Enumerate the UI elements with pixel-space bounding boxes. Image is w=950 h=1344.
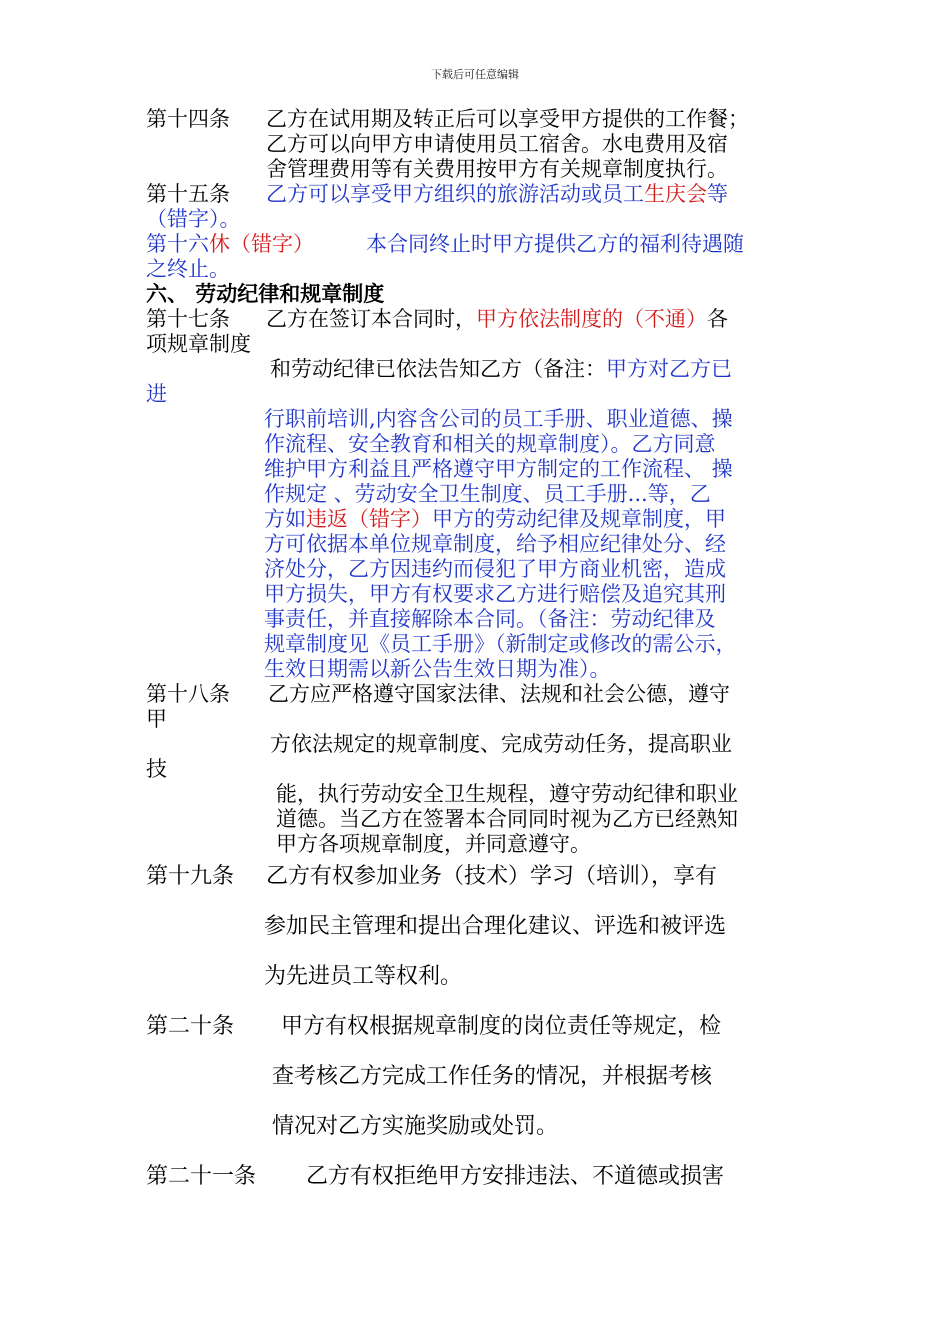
article-17-text-1c: 各 <box>707 307 728 331</box>
article-16-typo: 休（错字） <box>209 232 314 256</box>
article-17-typo: 违返（错字） <box>306 507 432 531</box>
article-14-label: 第十四条 <box>146 107 230 131</box>
article-18-label: 第十八条 <box>146 682 230 706</box>
article-16-line-2: 之终止。 <box>146 257 230 281</box>
article-17-line-8: 作规定 、劳动安全卫生制度、员工手册...等，乙 <box>264 482 711 506</box>
article-17-line-12: 甲方损失，甲方有权要求乙方进行赔偿及追究其刑 <box>264 582 726 606</box>
article-20-label: 第二十条 <box>146 1014 235 1039</box>
article-16-label <box>146 232 314 256</box>
article-15-text-end: 等 <box>707 182 728 206</box>
article-17-line-2: 项规章制度 <box>146 332 251 356</box>
article-17-line-10: 方可依据本单位规章制度，给予相应纪律处分、经 <box>264 532 726 556</box>
article-17-line-4: 进 <box>146 382 167 406</box>
article-15-label: 第十五条 <box>146 182 230 206</box>
article-14-line-1: 乙方在试用期及转正后可以享受甲方提供的工作餐； <box>266 107 749 131</box>
article-21-label: 第二十一条 <box>146 1164 257 1189</box>
article-17-line-11: 济处分，乙方因违约而侵犯了甲方商业机密，造成 <box>264 557 726 581</box>
article-16-label-text: 第十六 <box>146 232 209 256</box>
article-17-text-9a: 方如 <box>264 507 306 531</box>
article-19-line-3: 为先进员工等权利。 <box>264 964 463 989</box>
article-15-typo: 生庆会 <box>644 182 707 206</box>
article-18-line-2: 甲 <box>146 707 167 731</box>
section-heading: 六、 劳动纪律和规章制度 <box>146 281 385 306</box>
article-16-line-1: 本合同终止时甲方提供乙方的福利待遇随 <box>366 232 744 256</box>
article-15-line-2: （错字）。 <box>146 207 241 231</box>
article-14-line-2: 乙方可以向甲方申请使用员工宿舍。水电费用及宿 <box>266 132 728 156</box>
article-15-text-blue: 乙方可以享受甲方组织的旅游活动或员工 <box>266 182 644 206</box>
article-18-line-4: 技 <box>146 757 167 781</box>
article-18-line-1: 乙方应严格遵守国家法律、法规和社会公德，遵守 <box>268 682 730 706</box>
article-18-line-5: 能，执行劳动安全卫生规程，遵守劳动纪律和职业 <box>276 782 738 806</box>
page-header: 下载后可任意编辑 <box>431 68 519 81</box>
article-17-line-1 <box>266 307 728 331</box>
article-17-line-14: 规章制度见《员工手册》（新制定或修改的需公示， <box>264 632 737 656</box>
article-19-line-2: 参加民主管理和提出合理化建议、评选和被评选 <box>264 914 727 939</box>
article-18-line-7: 甲方各项规章制度，并同意遵守。 <box>276 832 591 856</box>
article-17-line-3 <box>270 357 732 381</box>
article-17-line-6: 作流程、安全教育和相关的规章制度）。乙方同意 <box>264 432 716 456</box>
article-17-text-3a: 和劳动纪律已依法告知乙方（备注： <box>270 357 606 381</box>
article-17-line-13: 事责任，并直接解除本合同。（备注：劳动纪律及 <box>264 607 716 631</box>
article-20-line-1: 甲方有权根据规章制度的岗位责任等规定，检 <box>281 1014 722 1039</box>
article-17-line-5: 行职前培训,内容含公司的员工手册、职业道德、操 <box>264 407 733 431</box>
article-17-text-9c: 甲方的劳动纪律及规章制度，甲 <box>432 507 726 531</box>
article-15-line-1 <box>266 182 728 206</box>
article-18-line-6: 道德。当乙方在签署本合同同时视为乙方已经熟知 <box>276 807 738 831</box>
article-17-red-note: 甲方依法制度的（不通） <box>476 307 707 331</box>
article-17-line-15: 生效日期需以新公告生效日期为准）。 <box>264 657 611 681</box>
article-17-label: 第十七条 <box>146 307 230 331</box>
article-19-label: 第十九条 <box>146 864 235 889</box>
article-18-line-3: 方依法规定的规章制度、完成劳动任务，提高职业 <box>270 732 732 756</box>
article-20-line-3: 情况对乙方实施奖励或处罚。 <box>272 1114 559 1139</box>
article-17-line-9 <box>264 507 726 531</box>
article-21-line-1: 乙方有权拒绝甲方安排违法、不道德或损害 <box>306 1164 725 1189</box>
article-17-text-1a: 乙方在签订本合同时， <box>266 307 476 331</box>
article-17-text-3b: 甲方对乙方已 <box>606 357 732 381</box>
article-14-line-3: 舍管理费用等有关费用按甲方有关规章制度执行。 <box>266 157 728 181</box>
article-19-line-1: 乙方有权参加业务（技术）学习（培训），享有 <box>266 864 718 889</box>
article-20-line-2: 查考核乙方完成工作任务的情况，并根据考核 <box>272 1064 713 1089</box>
article-17-line-7: 维护甲方利益且严格遵守甲方制定的工作流程、 操 <box>264 457 733 481</box>
